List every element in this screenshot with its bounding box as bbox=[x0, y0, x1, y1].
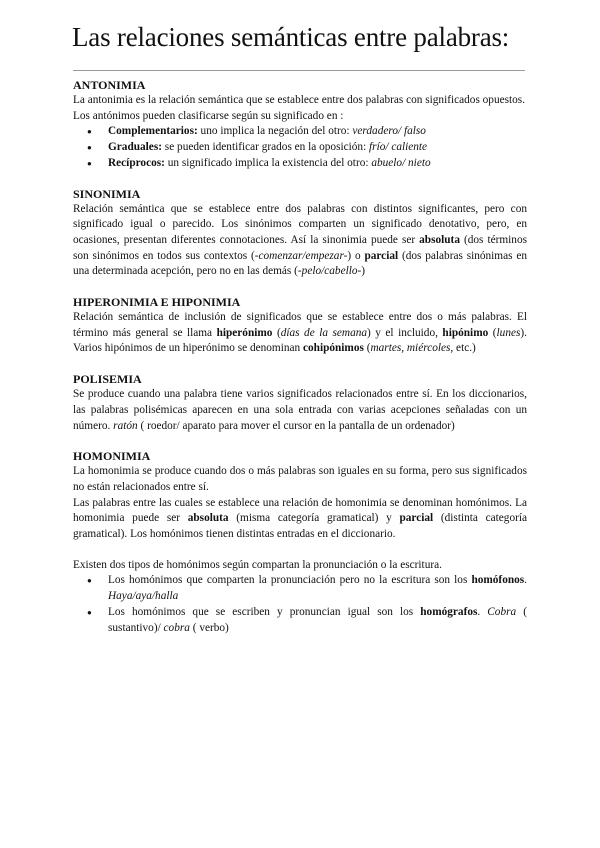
text-run: ( sustantivo)/ bbox=[108, 605, 527, 634]
spacer bbox=[73, 543, 527, 558]
bold-term: cohipónimos bbox=[303, 342, 364, 355]
example: días de la semana bbox=[280, 326, 368, 339]
homonimia-paragraph-2 bbox=[73, 496, 527, 543]
sinonimia-paragraph bbox=[73, 202, 527, 281]
example: ratón bbox=[113, 419, 138, 432]
text-run: Los homónimos que comparten la pronunciación pero no la escritura son los bbox=[108, 574, 472, 587]
list-item bbox=[73, 156, 527, 172]
homonimia-paragraph-1: La homonimia se produce cuando dos o más palabras son iguales en su forma, pero sus significados no están relacionados entre sí. bbox=[73, 465, 527, 493]
text-run: Se produce cuando una palabra tiene varios significados relacionados entre sí. En los diccionarios, las palabras polisémicas aparecen en una sola entrada con varias acepciones señaladas con un número. bbox=[73, 388, 527, 432]
section-antonimia bbox=[73, 77, 527, 172]
text-run: ( bbox=[488, 326, 497, 339]
document-body bbox=[73, 77, 527, 636]
text-run: Relación semántica de inclusión de significados que se establece entre dos o más palabras. El término más general se llama bbox=[73, 311, 527, 339]
bold-term: hiperónimo bbox=[216, 326, 273, 339]
bold-term: hipónimo bbox=[442, 326, 489, 339]
text-run: (misma categoría gramatical) y bbox=[228, 512, 400, 525]
bold-term: homógrafos bbox=[420, 605, 478, 618]
antonimia-intro: La antonimia es la relación semántica que se establece entre dos palabras con significados opuestos. Los antónimos pueden clasificarse según su significado en : bbox=[73, 94, 526, 122]
antonimia-list bbox=[73, 124, 527, 171]
polisemia-paragraph bbox=[73, 387, 527, 434]
list-item bbox=[73, 124, 527, 140]
example: -pelo/cabello- bbox=[297, 265, 362, 278]
text-run: (dos palabras sinónimas en una determinada acepción, pero no en las demás ( bbox=[73, 249, 527, 278]
term: Graduales: bbox=[108, 141, 162, 154]
bold-term: parcial bbox=[399, 512, 434, 525]
text-run: Relación semántica que se establece entre dos palabras con distintos significantes, pero con significado igual o parecido. Los sinónimos comparten un significado denotativo, pero, en ocasiones, presentan diferentes connotaciones. Así la sinonimia puede ser bbox=[73, 202, 527, 246]
text-run: . bbox=[524, 574, 527, 587]
text-run: etc.) bbox=[453, 342, 476, 355]
list-item bbox=[73, 140, 527, 156]
homonimia-paragraph-3: Existen dos tipos de homónimos según compartan la pronunciación o la escritura. bbox=[73, 558, 442, 571]
example: verdadero/ falso bbox=[352, 125, 426, 138]
text-run: (distinta categoría gramatical). Los homónimos tienen distintas entradas en el diccionario. bbox=[73, 512, 528, 541]
bold-term: homófonos bbox=[471, 574, 525, 587]
item-text: un significado implica la existencia del otro: bbox=[164, 156, 372, 169]
example: abuelo/ nieto bbox=[371, 156, 431, 169]
hiperonimia-paragraph bbox=[73, 310, 527, 357]
homonimia-list bbox=[73, 573, 527, 636]
example: cobra bbox=[163, 621, 190, 634]
section-heading-sinonimia: SINONIMIA bbox=[73, 186, 141, 201]
section-heading-polisemia: POLISEMIA bbox=[73, 372, 142, 387]
item-text: uno implica la negación del otro: bbox=[197, 125, 353, 138]
term: Recíprocos: bbox=[108, 156, 165, 169]
example: Cobra bbox=[487, 605, 517, 618]
text-run: ( verbo) bbox=[189, 621, 229, 634]
section-heading-hiperonimia: HIPERONIMIA E HIPONIMIA bbox=[73, 295, 241, 310]
list-item bbox=[73, 605, 527, 636]
bold-term: parcial bbox=[364, 249, 399, 262]
list-item bbox=[73, 573, 527, 604]
text-run: Las palabras entre las cuales se establece una relación de homonimia se denominan homónimos. La homonimia puede ser bbox=[73, 496, 527, 525]
bold-term: absoluta bbox=[187, 512, 229, 525]
text-run: ) o bbox=[347, 249, 365, 262]
item-text: se pueden identificar grados en la oposición: bbox=[161, 141, 370, 154]
example: Haya/aya/halla bbox=[108, 590, 179, 603]
text-run: ). Varios hipónimos de un hiperónimo se denominan bbox=[73, 326, 527, 355]
text-run: Los homónimos que se escriben y pronuncian igual son los bbox=[108, 605, 421, 618]
text-run: ) y el incluido, bbox=[367, 326, 443, 339]
section-heading-homonimia: HOMONIMIA bbox=[73, 449, 151, 464]
text-run: . bbox=[477, 605, 488, 618]
section-hiperonimia bbox=[73, 294, 527, 357]
example: lunes bbox=[496, 326, 521, 339]
section-heading-antonimia: ANTONIMIA bbox=[73, 78, 146, 92]
section-sinonimia bbox=[73, 186, 527, 281]
text-run: (dos términos son sinónimos en todos sus contextos ( bbox=[73, 233, 528, 262]
page-title: Las relaciones semánticas entre palabras: bbox=[72, 22, 510, 52]
text-run: ( roedor/ aparato para mover el cursor en la pantalla de un ordenador) bbox=[137, 419, 455, 432]
example: martes, miércoles, bbox=[370, 342, 454, 355]
term: Complementarios: bbox=[108, 125, 198, 138]
title-divider bbox=[73, 70, 525, 71]
example: -comenzar/empezar- bbox=[254, 249, 348, 262]
text-run: ) bbox=[361, 265, 366, 278]
section-polisemia bbox=[73, 371, 527, 434]
text-run: ( bbox=[363, 342, 371, 355]
bold-term: absoluta bbox=[419, 233, 460, 246]
section-homonimia bbox=[73, 448, 527, 636]
text-run: ( bbox=[272, 326, 281, 339]
example: frío/ caliente bbox=[369, 141, 428, 154]
